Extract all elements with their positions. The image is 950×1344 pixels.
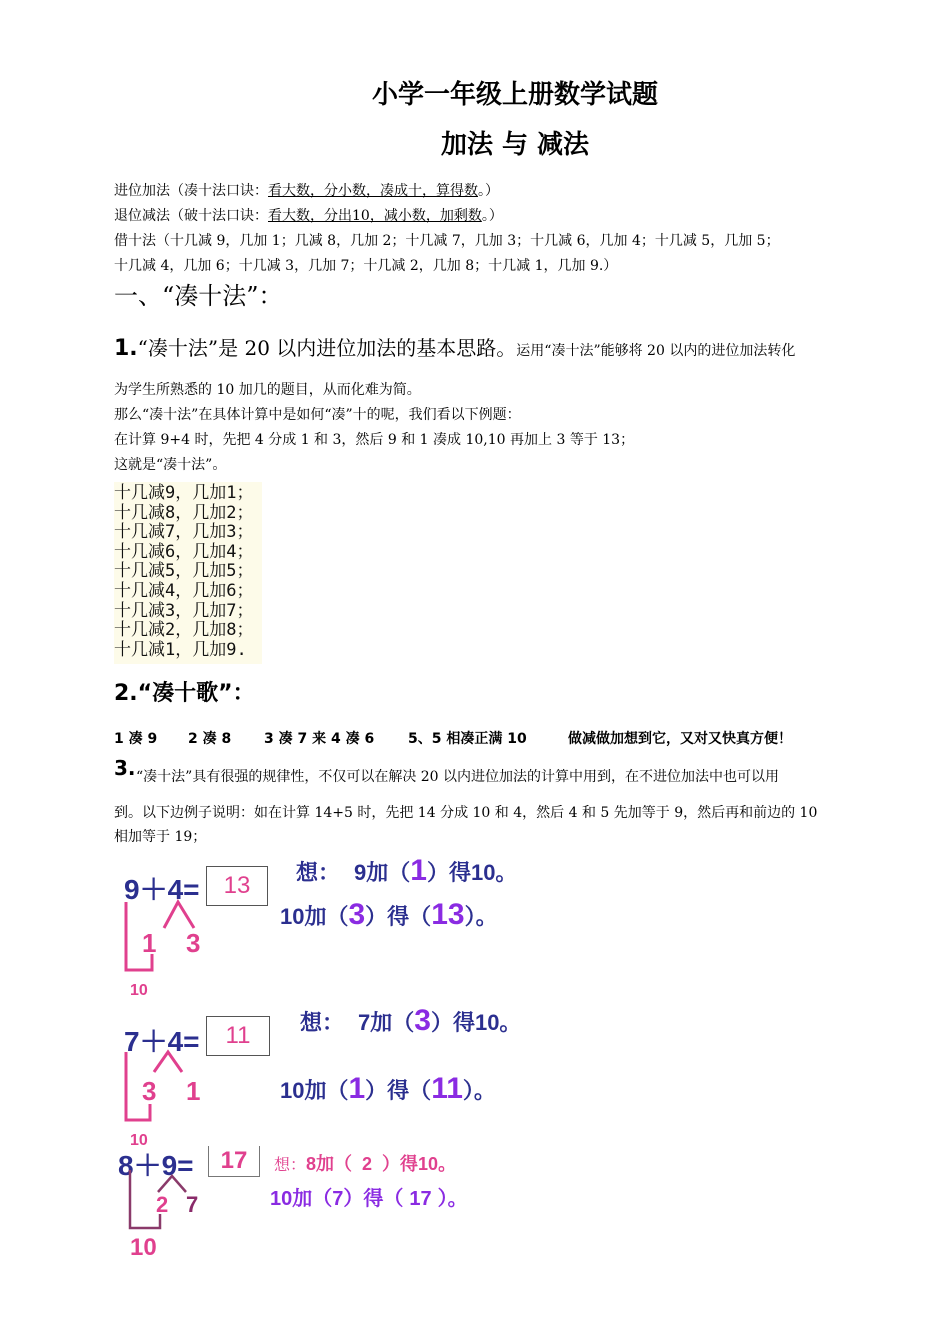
ten-label: 10 [130,1234,157,1261]
intro-line-carry [114,180,499,200]
section1-para1 [114,332,795,361]
think-number: 1 [410,854,427,887]
intro-line1-post: 。） [478,183,499,199]
rhyme-line: 十几减7，几加3； [114,522,254,543]
split-diagram [120,1170,220,1240]
split-left: 3 [142,1076,157,1106]
section1-para5: 这就是“凑十法”。 [114,457,227,473]
split-right: 7 [186,1192,199,1217]
think-line-1 [296,854,517,888]
song-item: 3 凑 7 来 4 凑 6 [264,731,375,747]
intro-line2-post: 。） [481,208,503,224]
section3-num: 3. [114,756,136,780]
section1-para4: 在计算 9+4 时，先把 4 分成 1 和 3，然后 9 和 1 凑成 10,10 再加上 3 等于 13； [114,432,635,448]
song-item: 做减做加想到它，又对又快真方便！ [568,731,792,747]
section1-para3: 那么“凑十法”在具体计算中是如何“凑”十的呢，我们看以下例题： [114,407,521,423]
think-number: 13 [431,898,465,931]
think-number: 2 [362,1154,373,1174]
think-number: 11 [431,1072,463,1105]
think-part: 9加（ [354,860,411,885]
section3-line1: “凑十法”具有很强的规律性，不仅可以在解决 20 以内进位加法的计算中用到，在不进位加法中也可以用 [136,769,780,785]
split-left: 1 [142,928,157,958]
example-equation: 9＋4= [124,874,200,905]
intro-line-borrow-ten-1: 借十法（十几减 9，几加 1；几减 8，几加 2；十几减 7，几加 3；十几减 6，几加 4；十几减 5，几加 5； [114,233,780,249]
ten-label: 10 [130,1132,148,1149]
think-part: ）得10。 [382,1154,457,1174]
think-prefix: 想： [274,1157,307,1174]
intro-line-borrow-ten-2: 十几减 4，几加 6；十几减 3，几加 7；十几减 2，几加 8；十几减 1，几加 9.） [114,258,618,274]
intro-line1-pre: 进位加法（凑十法口诀： [114,183,268,199]
song-item: 1 凑 9 [114,731,158,747]
think-prefix: 想： [296,860,341,885]
think-part: ）。 [462,1078,496,1103]
think-part: ）。 [437,1188,468,1210]
think-line-1 [300,1004,521,1038]
think-part: 7加（ [358,1010,415,1035]
split-branch [158,1176,186,1192]
split-branch [154,1052,182,1072]
intro-line-borrow [114,205,503,225]
split-diagram [118,898,218,978]
think-number: 7 [332,1188,344,1210]
think-part: ）得（ [343,1188,404,1210]
split-right: 3 [186,928,201,958]
song-item: 5、5 相凑正满 10 [408,731,527,747]
think-number: 17 [409,1188,432,1210]
rhyme-line: 十几减6，几加4； [114,541,254,562]
section1-para2: 为学生所熟悉的 10 加几的题目，从而化难为简。 [114,382,421,398]
section3-line2: 到。以下边例子说明：如在计算 14+5 时，先把 14 分成 10 和 4，然后 4 和 5 先加等于 9，然后再和前边的 10 [114,805,818,821]
page-title: 小学一年级上册数学试题 [371,80,658,110]
song-item: 2 凑 8 [188,731,232,747]
example-equation: 8＋9= [118,1150,194,1181]
rhyme-line: 十几减8，几加2； [114,502,254,523]
section1-heading: 一、“凑十法”： [114,282,283,310]
split-diagram [118,1048,218,1128]
rhyme-line: 十几减1，几加9. [114,639,247,660]
borrow-ten-rhyme-image [114,482,262,664]
section2-heading: 2.“凑十歌”： [114,681,255,706]
think-part: ）得（ [365,1078,432,1103]
think-part: ）。 [464,904,498,929]
intro-line2-pre: 退位减法（破十法口诀： [114,208,268,224]
split-right: 1 [186,1076,201,1106]
intro-line2-key: 看大数，分出10，减小数，加剩数 [268,208,482,224]
think-part: 10加（ [280,1078,349,1103]
think-number: 3 [348,898,366,931]
rhyme-line: 十几减4，几加6； [114,580,254,601]
think-prefix: 想： [300,1010,345,1035]
think-part: 10加（ [270,1188,333,1210]
split-left: 2 [156,1192,169,1217]
section1-p1-small: 运用“凑十法”能够将 20 以内的进位加法转化 [516,343,796,359]
ten-label: 10 [130,982,148,999]
think-line-1 [274,1150,456,1176]
section1-num: 1. [114,336,138,361]
intro-line1-key: 看大数，分小数，凑成十，算得数 [268,183,478,199]
think-part: ）得（ [365,904,432,929]
think-part: ）得10。 [426,860,518,885]
think-line-2 [270,1182,468,1211]
think-part: 10加（ [280,904,349,929]
answer-box: 13 [206,866,268,906]
think-line-2 [280,898,498,932]
think-part: ）得10。 [430,1010,522,1035]
rhyme-line: 十几减3，几加7； [114,600,254,621]
answer-box: 11 [206,1016,270,1056]
example-equation: 7＋4= [124,1026,200,1057]
section3-line3: 相加等于 19； [114,829,207,845]
rhyme-line: 十几减2，几加8； [114,620,254,641]
split-branch [164,902,194,928]
rhyme-line: 十几减9，几加1； [114,483,254,503]
page-subtitle: 加法 与 减法 [440,130,590,160]
think-number: 3 [414,1004,431,1037]
rhyme-line: 十几减5，几加5； [114,561,254,582]
think-line-2 [280,1072,496,1106]
answer-box: 17 [208,1146,260,1177]
think-number: 1 [348,1072,366,1105]
section1-p1-big: “凑十法”是 20 以内进位加法的基本思路。 [137,336,517,360]
think-part: 8加（ [306,1154,353,1174]
